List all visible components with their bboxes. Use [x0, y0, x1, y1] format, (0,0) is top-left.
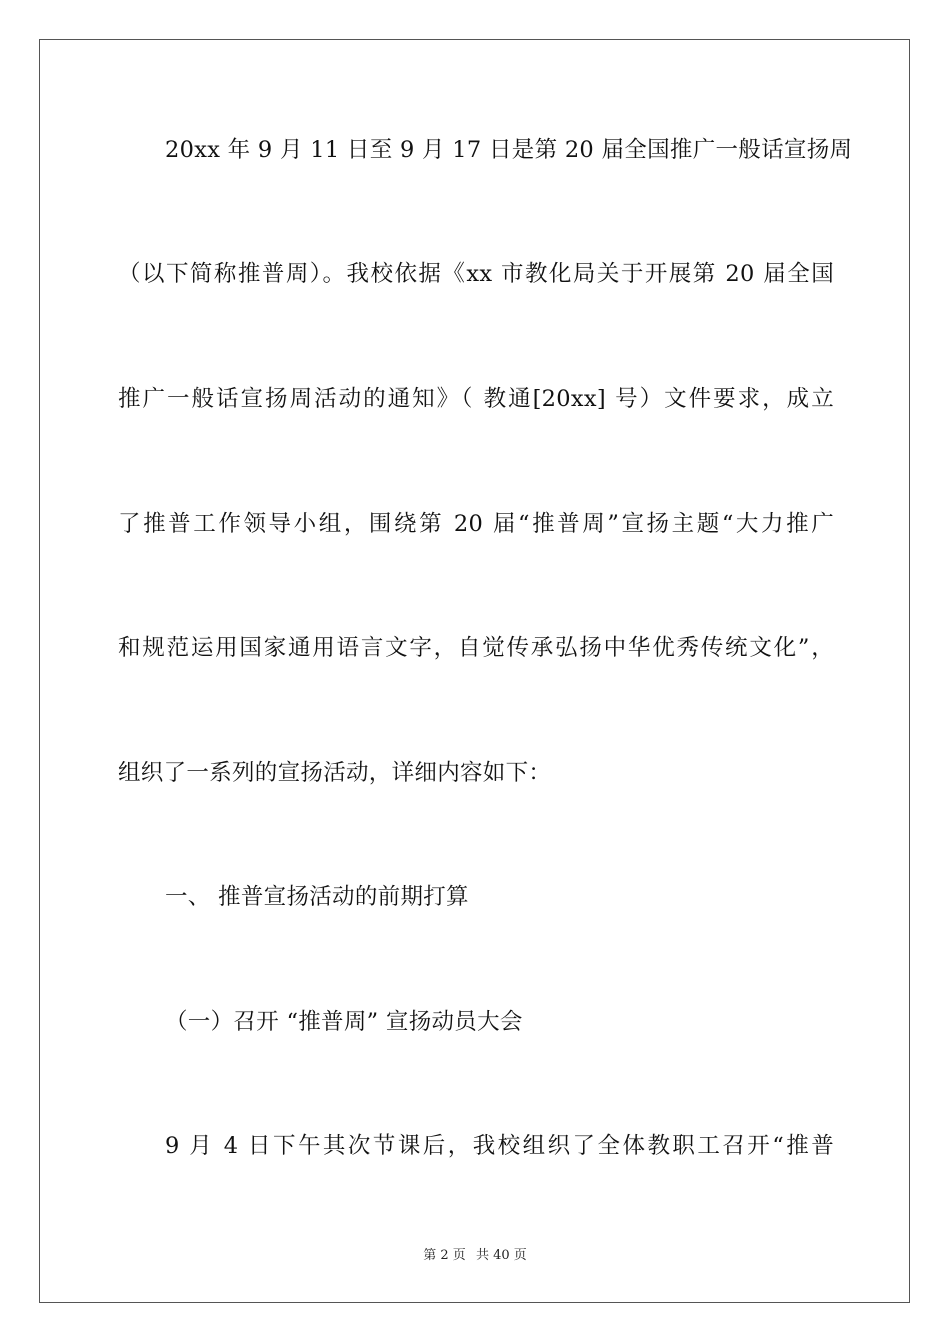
paragraph-1-line-3: 推广一般话宣扬周活动的通知》（ 教通[20xx] 号）文件要求，成立 — [118, 386, 834, 412]
paragraph-1-line-6: 组织了一系列的宣扬活动，详细内容如下： — [118, 760, 552, 786]
section-heading-1: 一、 推普宣扬活动的前期打算 — [165, 884, 469, 910]
section-heading-2: （一）召开 “推普周” 宣扬动员大会 — [165, 1009, 523, 1035]
page-number: 第 2 页 — [423, 1248, 466, 1263]
paragraph-1-line-4: 了推普工作领导小组，围绕第 20 届“推普周”宣扬主题“大力推广 — [118, 511, 834, 537]
page-footer — [0, 1247, 950, 1265]
paragraph-1-line-2: （以下简称推普周）。我校依据《xx 市教化局关于开展第 20 届全国 — [118, 261, 834, 287]
paragraph-1-line-1: 20xx 年 9 月 11 日至 9 月 17 日是第 20 届全国推广一般话宣扬周 — [165, 137, 853, 163]
total-pages: 共 40 页 — [475, 1248, 527, 1263]
paragraph-1-line-5: 和规范运用国家通用语言文字，自觉传承弘扬中华优秀传统文化”， — [118, 635, 834, 661]
page-border — [39, 39, 910, 1303]
paragraph-2-line-1: 9 月 4 日下午其次节课后，我校组织了全体教职工召开“推普 — [165, 1133, 834, 1159]
